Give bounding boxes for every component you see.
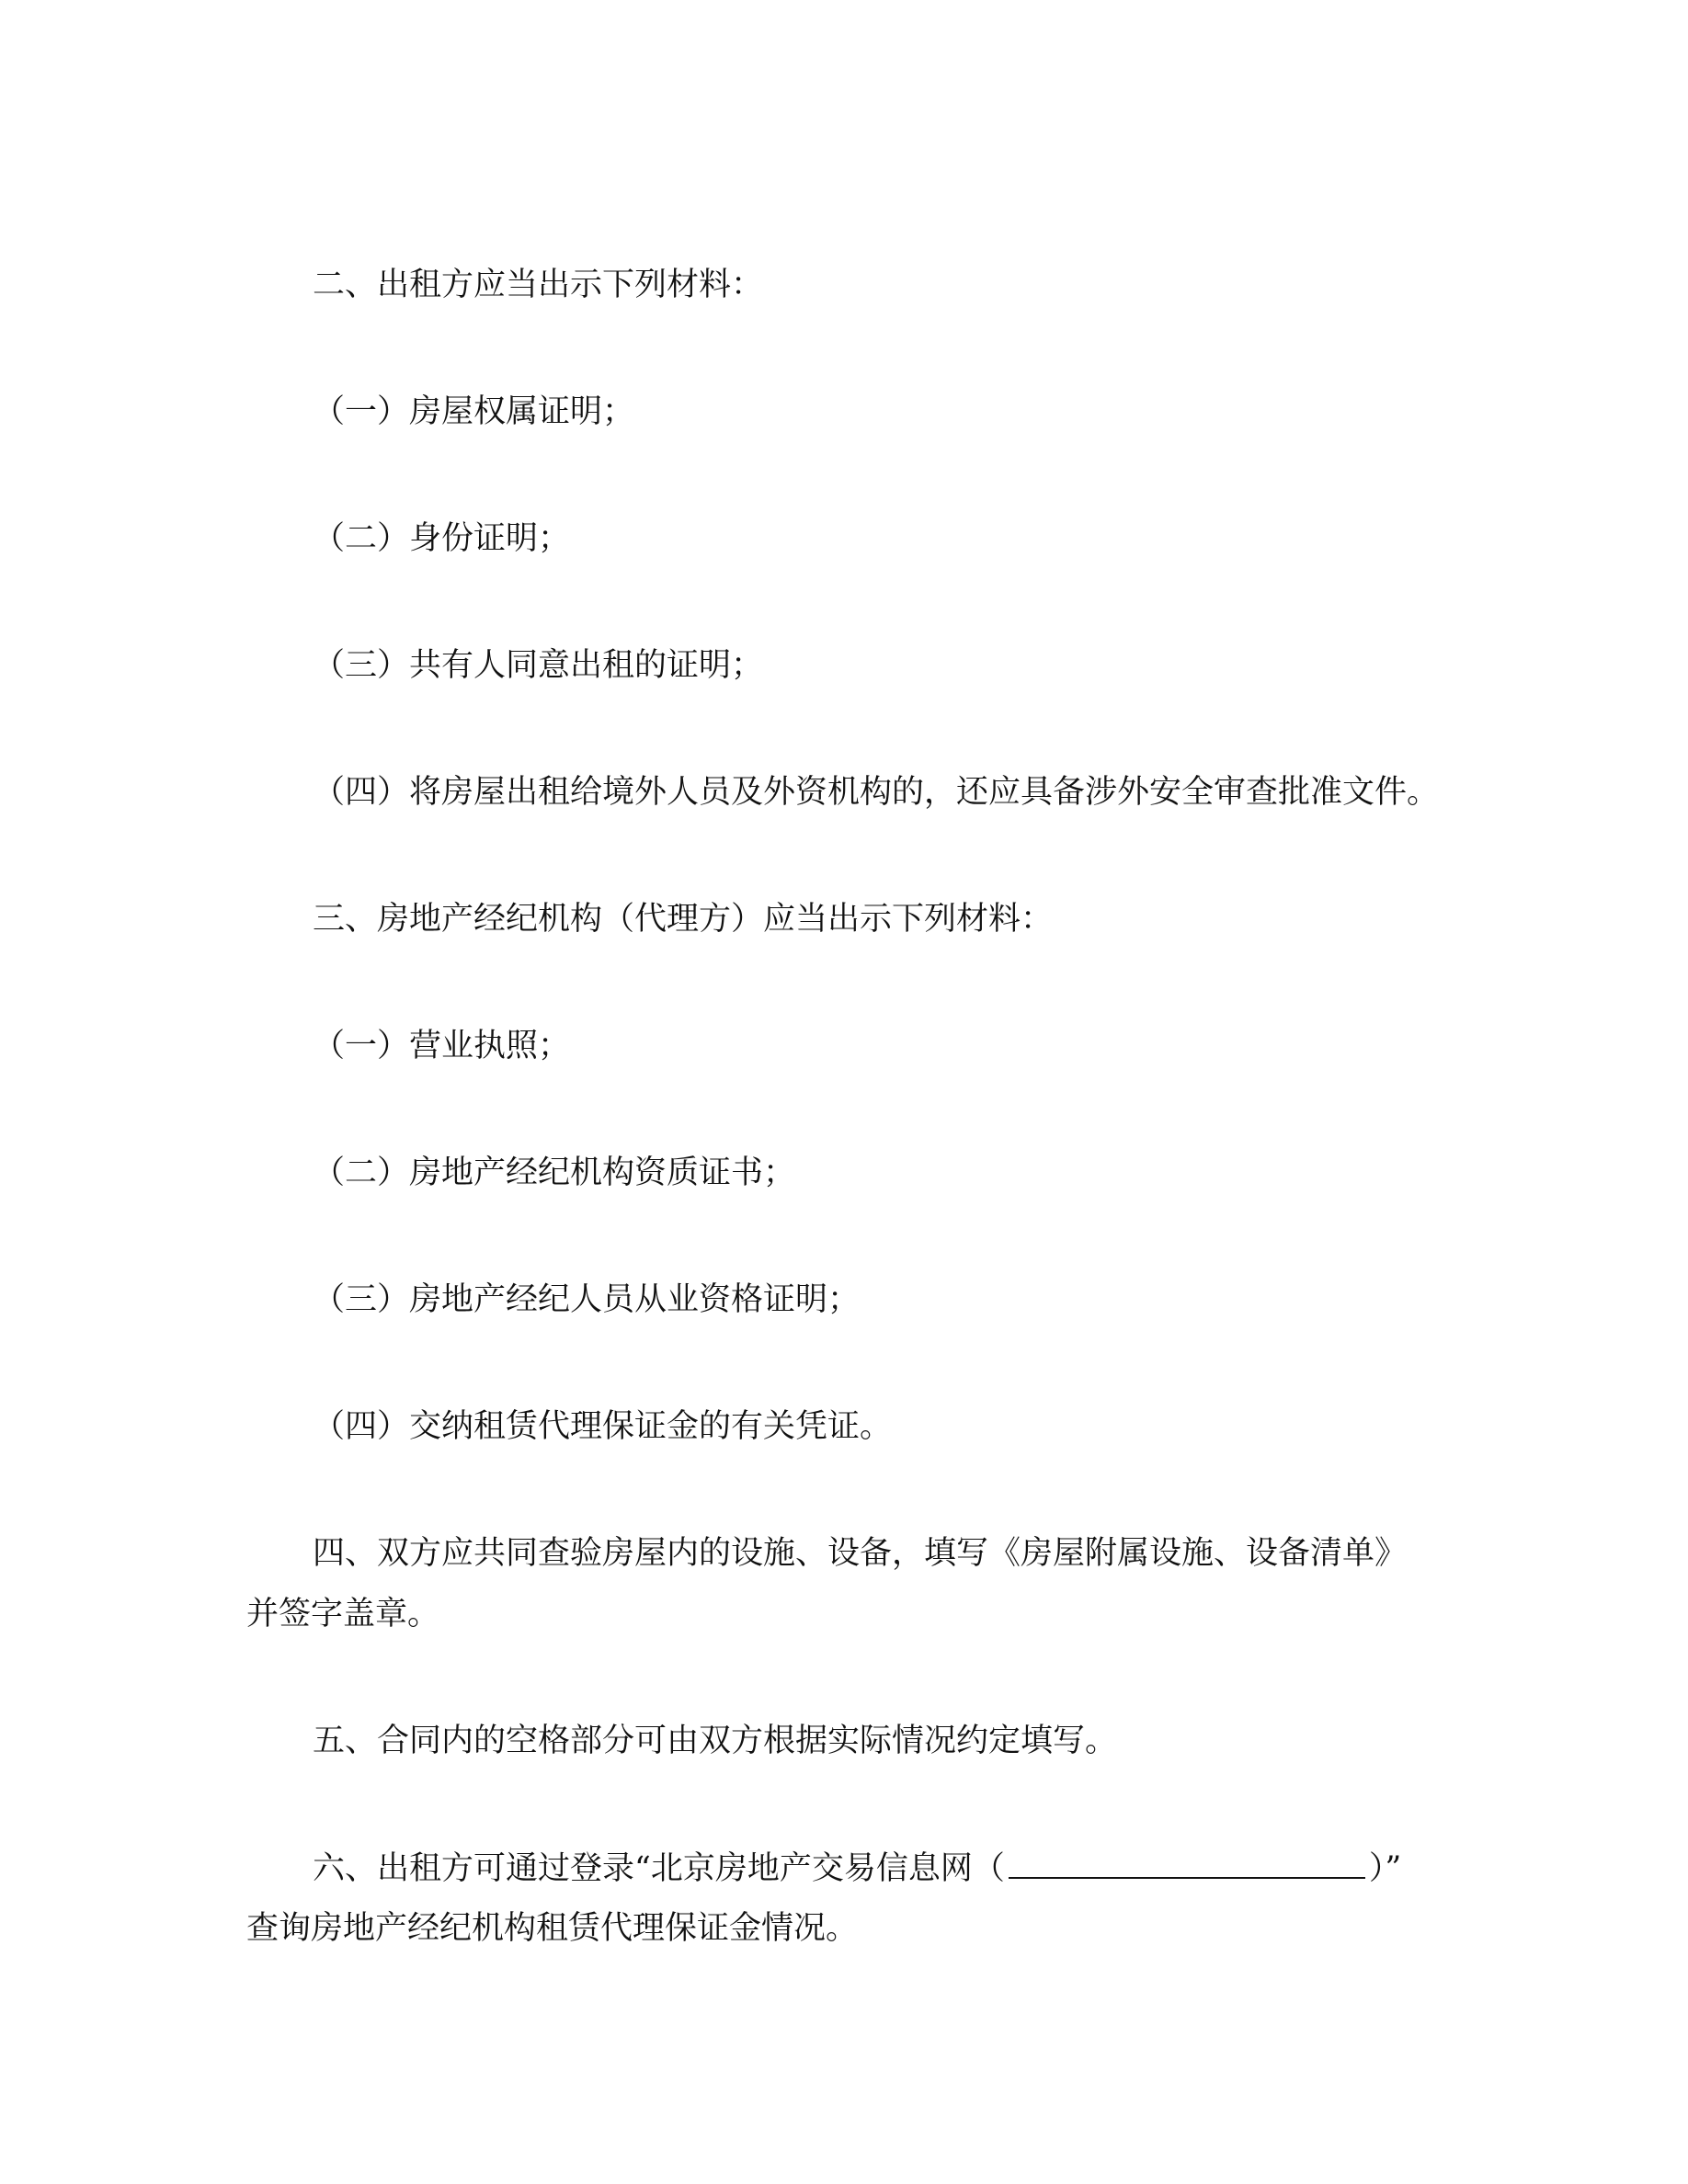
paragraph-section-6-line1 xyxy=(313,1846,1401,1891)
list-item: （三）共有人同意出租的证明； xyxy=(313,647,764,684)
paragraph-section-5: 五、合同内的空格部分可由双方根据实际情况约定填写。 xyxy=(313,1723,1118,1759)
paragraph-section-3-heading: 三、房地产经纪机构（代理方）应当出示下列材料： xyxy=(313,901,1054,938)
paragraph-section-6-line2: 查询房地产经纪机构租赁代理保证金情况。 xyxy=(246,1910,859,1947)
section-6-text-before-blank: 六、出租方可通过登录“北京房地产交易信息网（ xyxy=(313,1850,1005,1887)
paragraph-section-4-line1: 四、双方应共同查验房屋内的设施、设备，填写《房屋附属设施、设备清单》 xyxy=(313,1535,1408,1572)
list-item: （三）房地产经纪人员从业资格证明； xyxy=(313,1281,861,1318)
list-item: （一）房屋权属证明； xyxy=(313,393,635,430)
section-6-text-after-blank: ）” xyxy=(1368,1850,1402,1887)
list-item: （二）房地产经纪机构资质证书； xyxy=(313,1155,796,1191)
paragraph-section-4-line2: 并签字盖章。 xyxy=(246,1596,440,1632)
paragraph-section-2-heading: 二、出租方应当出示下列材料： xyxy=(313,267,764,303)
list-item: （二）身份证明； xyxy=(313,520,571,557)
list-item: （四）交纳租赁代理保证金的有关凭证。 xyxy=(313,1408,893,1445)
url-fill-in-blank xyxy=(1009,1846,1365,1879)
list-item: （一）营业执照； xyxy=(313,1028,571,1064)
list-item: （四）将房屋出租给境外人员及外资机构的，还应具备涉外安全审查批准文件。 xyxy=(313,774,1440,811)
